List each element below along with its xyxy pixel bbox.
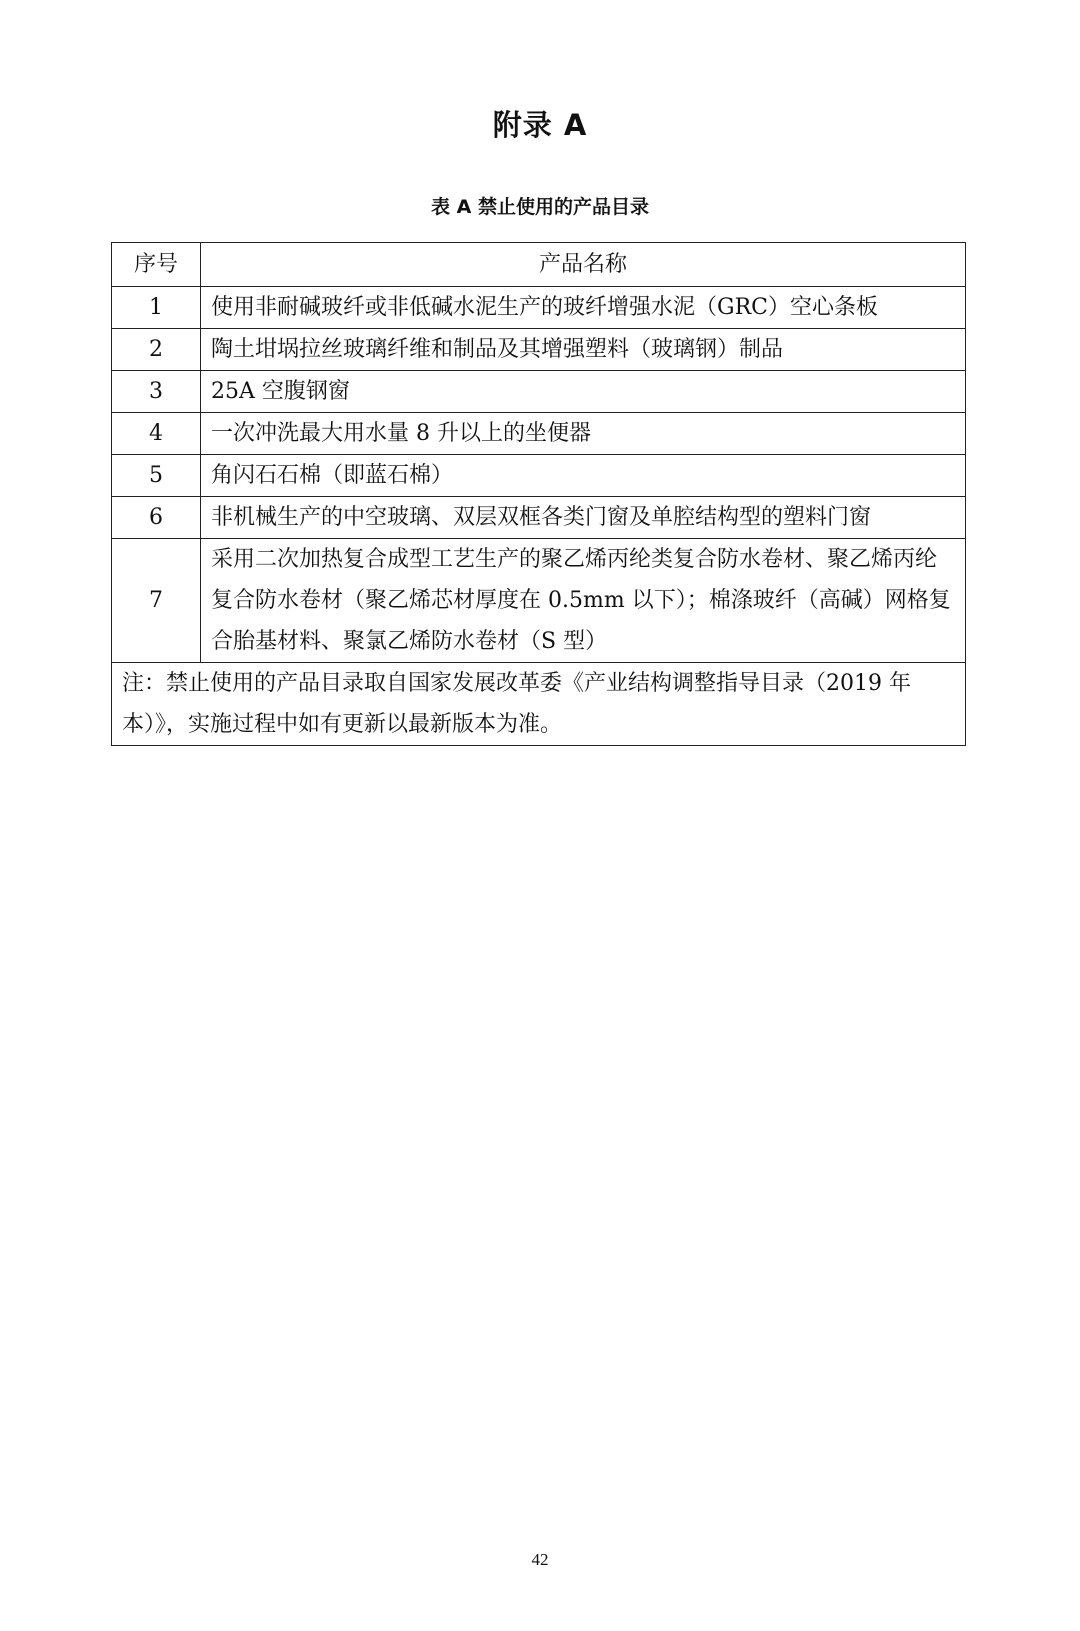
table-note: 注：禁止使用的产品目录取自国家发展改革委《产业结构调整指导目录（2019 年本）》，实施过程中如有更新以最新版本为准。: [112, 663, 966, 746]
table-row: [112, 371, 966, 413]
row-product-name: 采用二次加热复合成型工艺生产的聚乙烯丙纶类复合防水卷材、聚乙烯丙纶复合防水卷材（聚乙烯芯材厚度在 0.5mm 以下）；棉涤玻纤（高碱）网格复合胎基材料、聚氯乙烯防水卷材（S 型）: [201, 539, 966, 663]
table-note-row: [112, 663, 966, 746]
row-number: 2: [112, 329, 201, 371]
row-product-name: 使用非耐碱玻纤或非低碱水泥生产的玻纤增强水泥（GRC）空心条板: [201, 287, 966, 329]
row-number: 7: [112, 539, 201, 663]
appendix-heading: 附录 A: [492, 108, 588, 142]
table-row: [112, 287, 966, 329]
page-number: 42: [531, 1550, 549, 1569]
row-product-name: 陶土坩埚拉丝玻璃纤维和制品及其增强塑料（玻璃钢）制品: [201, 329, 966, 371]
prohibited-products-table: [111, 242, 966, 746]
row-product-name: 角闪石石棉（即蓝石棉）: [201, 455, 966, 497]
row-product-name: 非机械生产的中空玻璃、双层双框各类门窗及单腔结构型的塑料门窗: [201, 497, 966, 539]
table-row: [112, 329, 966, 371]
table-row: [112, 539, 966, 663]
table-caption: 表 A 禁止使用的产品目录: [431, 196, 649, 218]
row-number: 4: [112, 413, 201, 455]
table-row: [112, 455, 966, 497]
header-number: 序号: [112, 243, 201, 287]
table-header-row: [112, 243, 966, 287]
row-number: 3: [112, 371, 201, 413]
row-product-name: 25A 空腹钢窗: [201, 371, 966, 413]
row-number: 1: [112, 287, 201, 329]
row-number: 6: [112, 497, 201, 539]
row-product-name: 一次冲洗最大用水量 8 升以上的坐便器: [201, 413, 966, 455]
header-product-name: 产品名称: [201, 243, 966, 287]
table-row: [112, 497, 966, 539]
table-row: [112, 413, 966, 455]
row-number: 5: [112, 455, 201, 497]
